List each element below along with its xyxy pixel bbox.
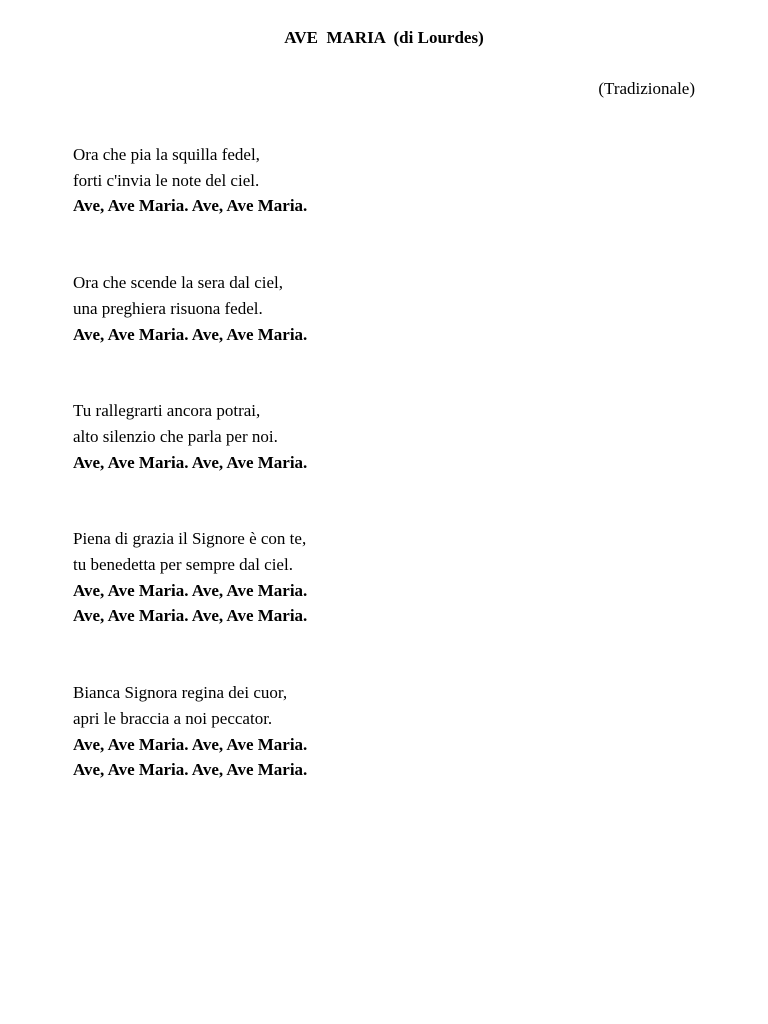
refrain-line: Ave, Ave Maria. Ave, Ave Maria. [73, 760, 308, 780]
stanza-line: Bianca Signora regina dei cuor, [73, 683, 288, 703]
refrain-line: Ave, Ave Maria. Ave, Ave Maria. [73, 324, 308, 344]
stanza-line: Piena di grazia il Signore è con te, [73, 529, 307, 549]
stanza-4 [73, 526, 693, 629]
refrain-line: Ave, Ave Maria. Ave, Ave Maria. [73, 606, 308, 626]
song-title: AVE MARIA (di Lourdes) [284, 28, 484, 47]
stanza-line: apri le braccia a noi peccator. [73, 708, 273, 728]
stanza-line: alto silenzio che parla per noi. [73, 426, 278, 446]
stanza-2 [73, 270, 693, 347]
lyrics-body [73, 142, 693, 834]
stanza-1 [73, 142, 693, 219]
refrain-line: Ave, Ave Maria. Ave, Ave Maria. [73, 734, 308, 754]
stanza-line: tu benedetta per sempre dal ciel. [73, 555, 293, 575]
stanza-3 [73, 398, 693, 475]
stanza-line: forti c'invia le note del ciel. [73, 170, 260, 190]
refrain-line: Ave, Ave Maria. Ave, Ave Maria. [73, 452, 308, 472]
stanza-5 [73, 680, 693, 783]
stanza-line: Ora che scende la sera dal ciel, [73, 273, 284, 293]
refrain-line: Ave, Ave Maria. Ave, Ave Maria. [73, 196, 308, 216]
stanza-line: Tu rallegrarti ancora potrai, [73, 401, 261, 421]
refrain-line: Ave, Ave Maria. Ave, Ave Maria. [73, 580, 308, 600]
stanza-line: una preghiera risuona fedel. [73, 298, 263, 318]
song-attribution: (Tradizionale) [598, 79, 695, 98]
stanza-line: Ora che pia la squilla fedel, [73, 145, 260, 164]
